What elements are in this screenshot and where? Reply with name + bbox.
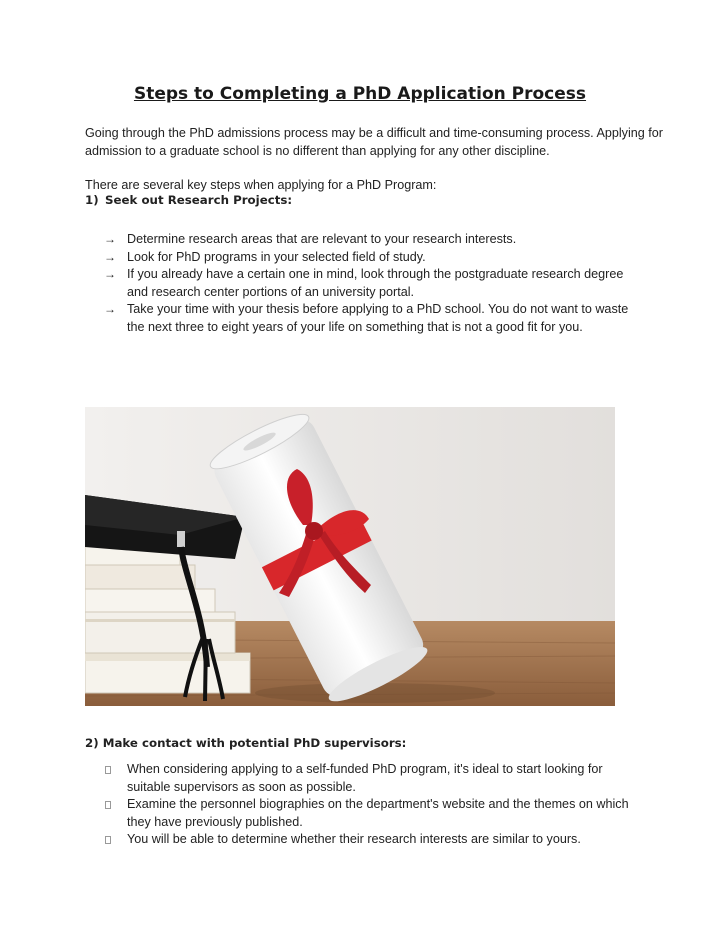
square-bullet-icon xyxy=(105,836,111,844)
square-bullet-icon xyxy=(105,766,111,774)
list-item xyxy=(104,301,644,336)
list-item xyxy=(104,796,644,831)
list-item-text: You will be able to determine whether their research interests are similar to yours. xyxy=(127,832,581,846)
list-item-text: Examine the personnel biographies on the department's website and the themes on which they have previously published. xyxy=(127,797,629,829)
intro-paragraph: Going through the PhD admissions process may be a difficult and time-consuming process. Applying for admission to a graduate school is no different than applying for any other discipline. xyxy=(85,126,663,158)
list-item-text: Determine research areas that are relevant to your research interests. xyxy=(127,232,517,246)
section-1-title: Seek out Research Projects: xyxy=(105,193,293,207)
page-title: Steps to Completing a PhD Application Process xyxy=(133,84,587,104)
arrow-right-icon: → xyxy=(104,249,116,264)
section-1-list xyxy=(104,231,644,336)
list-item xyxy=(104,761,644,796)
square-bullet-icon xyxy=(105,801,111,809)
list-item xyxy=(104,266,644,301)
section-1-number: 1) xyxy=(85,193,99,207)
section-2-list xyxy=(104,761,644,849)
graduation-diploma-photo xyxy=(85,407,615,706)
list-item-text: When considering applying to a self-funded PhD program, it's ideal to start looking for suitable supervisors as soon as possible. xyxy=(127,762,603,794)
list-item-text: Take your time with your thesis before applying to a PhD school. You do not want to waste the next three to eight years of your life on something that is not a good fit for you. xyxy=(127,302,629,334)
list-item xyxy=(104,231,644,249)
section-2-heading: 2) Make contact with potential PhD supervisors: xyxy=(85,736,407,750)
arrow-right-icon: → xyxy=(104,267,116,281)
arrow-right-icon: → xyxy=(104,302,116,316)
list-item-text: If you already have a certain one in mind, look through the postgraduate research degree and research center portions of an university portal. xyxy=(127,267,624,299)
steps-intro-paragraph: There are several key steps when applying for a PhD Program: xyxy=(85,178,437,192)
list-item xyxy=(104,831,644,849)
section-1-heading xyxy=(85,193,292,207)
list-item-text: Look for PhD programs in your selected field of study. xyxy=(127,249,426,264)
arrow-right-icon: → xyxy=(104,232,116,246)
list-item xyxy=(104,249,644,267)
